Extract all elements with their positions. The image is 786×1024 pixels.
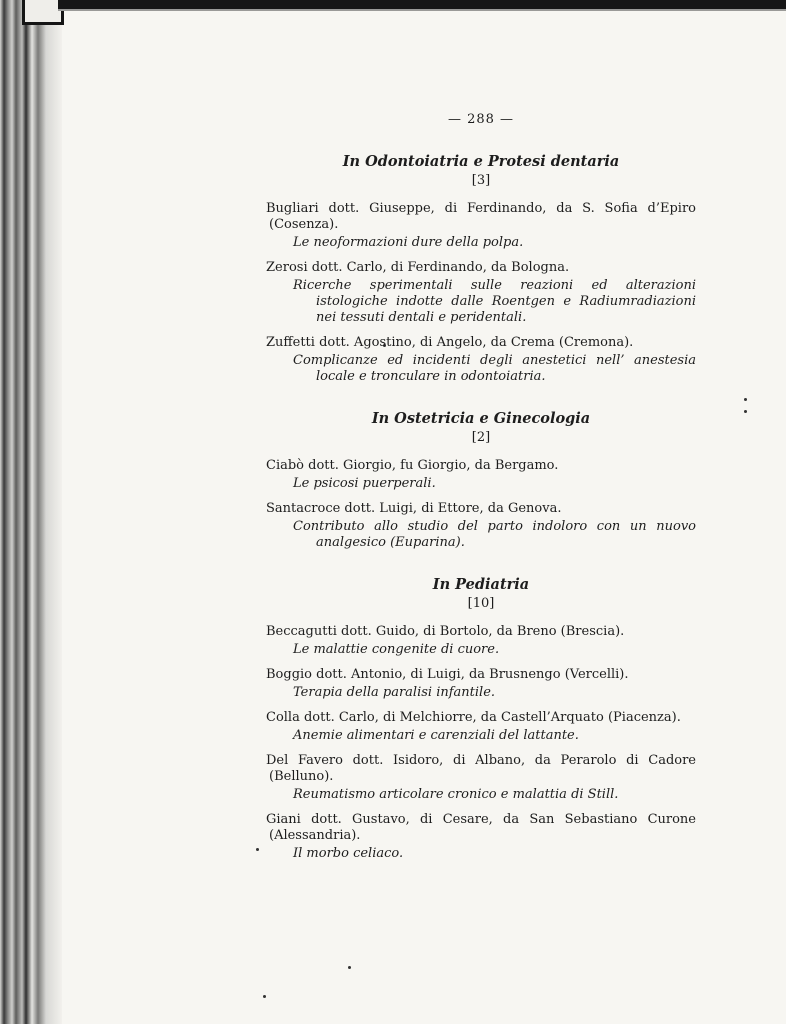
graduate-name: Colla dott. Carlo, di Melchiorre, da Castell’Arquato (Piacenza). [266, 710, 681, 725]
thesis-title: Complicanze ed incidenti degli anestetici nell’ anestesia locale e tronculare in odontoiatria. [293, 353, 696, 384]
section-count: [3] [471, 173, 491, 188]
thesis-title: Ricerche sperimentali sulle reazioni ed alterazioni istologiche indotte dalle Roentgen e Radiumradiazioni nei tessuti dentali e peridentali. [293, 278, 696, 325]
thesis-title: Reumatismo articolare cronico e malattia di Still. [293, 787, 619, 802]
list-item [266, 260, 696, 326]
section-title: In Ostetricia e Ginecologia [371, 410, 591, 427]
list-item [266, 201, 696, 251]
ink-speck [263, 995, 266, 998]
document-page [266, 112, 696, 871]
section-title: In Odontoiatria e Protesi dentaria [342, 153, 620, 170]
list-item [266, 753, 696, 803]
graduate-name: Santacroce dott. Luigi, di Ettore, da Genova. [266, 501, 562, 516]
top-edge-shadow [58, 0, 786, 9]
graduate-name: Ciabò dott. Giorgio, fu Giorgio, da Bergamo. [266, 458, 559, 473]
section-count: [10] [467, 596, 495, 611]
ink-speck [744, 410, 747, 413]
book-binding-edge [0, 0, 62, 1024]
list-item [266, 710, 696, 744]
ink-speck [256, 848, 259, 851]
thesis-title: Le psicosi puerperali. [293, 476, 436, 491]
section-pediatria [266, 576, 696, 862]
thesis-title: Anemie alimentari e carenziali del lattante. [293, 728, 579, 743]
page-number: — 288 — [447, 112, 515, 127]
thesis-title: Terapia della paralisi infantile. [293, 685, 496, 700]
thesis-title: Le neoformazioni dure della polpa. [293, 235, 524, 250]
ink-speck [348, 966, 351, 969]
ink-speck [744, 398, 747, 401]
thesis-title: Le malattie congenite di cuore. [293, 642, 500, 657]
graduate-name: Bugliari dott. Giuseppe, di Ferdinando, da S. Sofia d’Epiro (Cosenza). [266, 201, 696, 232]
graduate-name: Del Favero dott. Isidoro, di Albano, da Perarolo di Cadore (Belluno). [266, 753, 696, 784]
section-count: [2] [471, 430, 491, 445]
list-item [266, 335, 696, 385]
top-edge-shadow-light [58, 9, 786, 11]
section-odontoiatria [266, 153, 696, 385]
section-ostetricia [266, 410, 696, 551]
list-item [266, 624, 696, 658]
list-item [266, 458, 696, 492]
graduate-name: Boggio dott. Antonio, di Luigi, da Brusnengo (Vercelli). [266, 667, 629, 682]
thesis-title: Il morbo celiaco. [293, 846, 404, 861]
thesis-title: Contributo allo studio del parto indoloro con un nuovo analgesico (Euparina). [293, 519, 696, 550]
graduate-name: Zuffetti dott. Agostino, di Angelo, da Crema (Cremona). [266, 335, 634, 350]
list-item [266, 667, 696, 701]
graduate-name: Beccagutti dott. Guido, di Bortolo, da Breno (Brescia). [266, 624, 625, 639]
section-title: In Pediatria [432, 576, 530, 593]
list-item [266, 501, 696, 551]
list-item [266, 812, 696, 862]
graduate-name: Zerosi dott. Carlo, di Ferdinando, da Bologna. [266, 260, 570, 275]
graduate-name: Giani dott. Gustavo, di Cesare, da San Sebastiano Curone (Alessandria). [266, 812, 696, 843]
